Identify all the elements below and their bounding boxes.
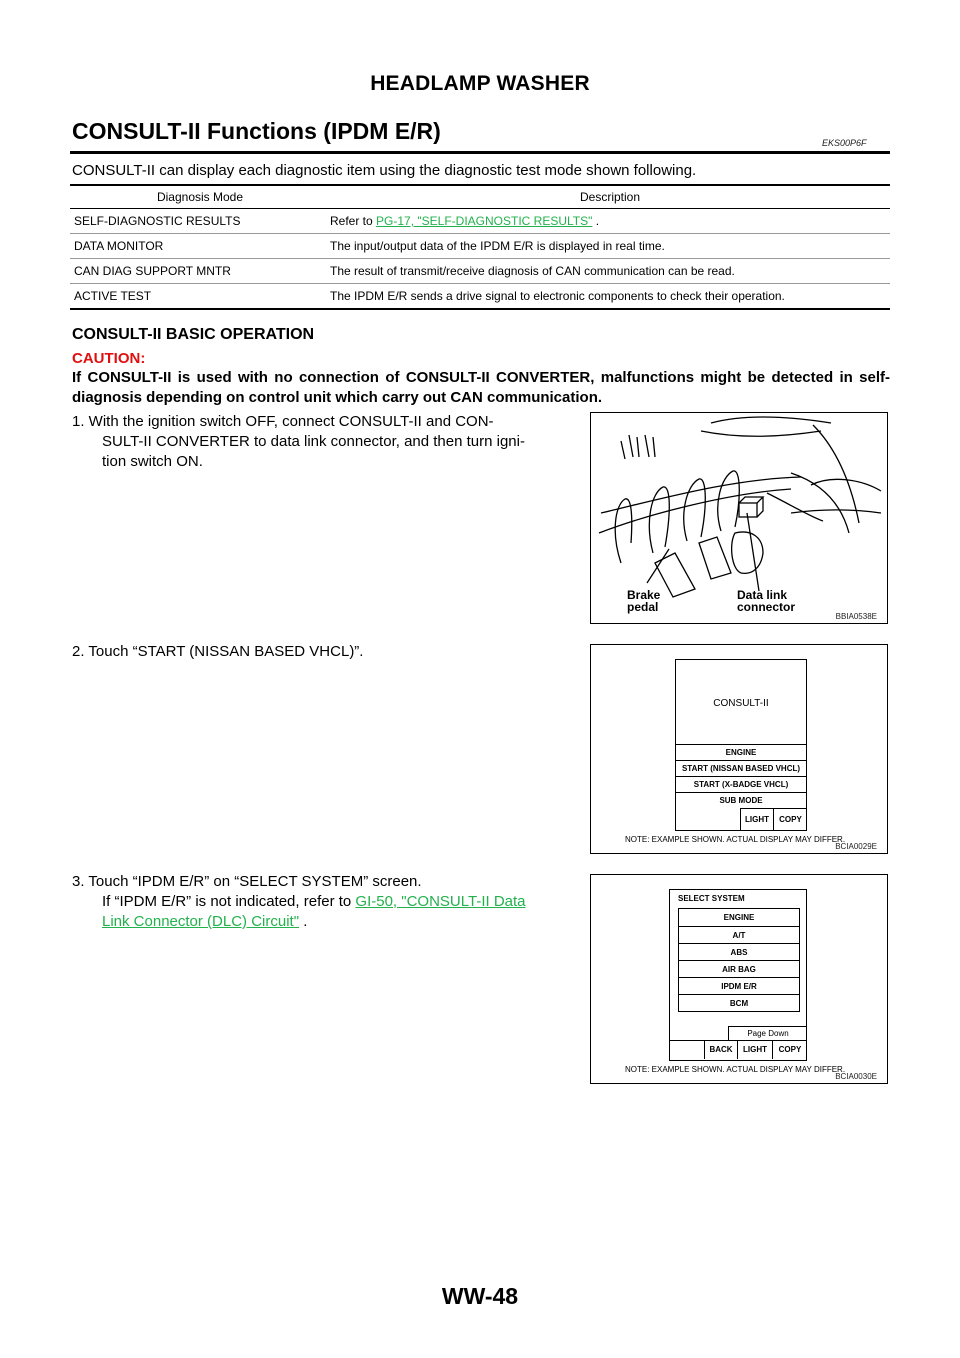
page-header: HEADLAMP WASHER bbox=[370, 72, 590, 95]
desc-prefix: Refer to bbox=[330, 214, 377, 228]
section-title: CONSULT-II Functions (IPDM E/R) bbox=[72, 118, 441, 144]
gi50-link-cont[interactable]: Link Connector (DLC) Circuit" bbox=[102, 913, 300, 930]
gi50-link[interactable]: GI-50, "CONSULT-II Data bbox=[355, 893, 526, 910]
section-rule bbox=[70, 151, 890, 154]
page-number: WW-48 bbox=[441, 1283, 519, 1309]
figure-select-system bbox=[590, 874, 888, 1084]
back-button[interactable]: BACK bbox=[704, 1040, 737, 1059]
system-item-ipdm[interactable]: IPDM E/R bbox=[679, 977, 799, 995]
mode-cell: SELF-DIAGNOSTIC RESULTS bbox=[74, 214, 241, 228]
step-1-line: tion switch ON. bbox=[102, 453, 203, 470]
consult-title: CONSULT-II bbox=[713, 698, 769, 709]
select-system-screen bbox=[669, 889, 807, 1061]
col-header-mode: Diagnosis Mode bbox=[156, 190, 244, 204]
figure-code: BCIA0030E bbox=[835, 1072, 877, 1081]
table-row bbox=[70, 209, 890, 234]
light-button[interactable]: LIGHT bbox=[740, 808, 773, 830]
step-1-line: SULT-II CONVERTER to data link connector, and then turn igni- bbox=[102, 433, 525, 450]
step-1-line: 1. With the ignition switch OFF, connect CONSULT-II and CON- bbox=[72, 413, 494, 430]
desc-cell bbox=[326, 209, 890, 234]
light-button[interactable]: LIGHT bbox=[737, 1040, 772, 1059]
dlc-label-line: Data link bbox=[737, 588, 788, 602]
col-header-desc: Description bbox=[579, 190, 641, 204]
step-1 bbox=[72, 412, 578, 472]
system-item-engine[interactable]: ENGINE bbox=[723, 913, 755, 922]
dlc-label bbox=[737, 589, 795, 613]
figure-dlc-location bbox=[590, 412, 888, 624]
figure-code: BBIA0538E bbox=[835, 612, 877, 621]
system-item-at[interactable]: A/T bbox=[679, 926, 799, 944]
system-item-bcm[interactable]: BCM bbox=[679, 994, 799, 1012]
table-header-row bbox=[70, 185, 890, 209]
step-3-prefix: If “IPDM E/R” is not indicated, refer to bbox=[102, 893, 356, 910]
page-down-button[interactable]: Page Down bbox=[728, 1026, 807, 1041]
step-3-suffix: . bbox=[299, 913, 308, 930]
step-3 bbox=[72, 872, 578, 932]
table-row bbox=[70, 284, 890, 310]
display-note: NOTE: EXAMPLE SHOWN. ACTUAL DISPLAY MAY DIFFER. bbox=[625, 835, 846, 844]
table-row bbox=[70, 259, 890, 284]
consult-screen bbox=[675, 659, 807, 831]
step-3-line: 3. Touch “IPDM E/R” on “SELECT SYSTEM” screen. bbox=[72, 873, 422, 890]
display-note: NOTE: EXAMPLE SHOWN. ACTUAL DISPLAY MAY DIFFER. bbox=[625, 1065, 846, 1074]
desc-cell: The result of transmit/receive diagnosis of CAN communication can be read. bbox=[330, 264, 735, 278]
dlc-label-line: connector bbox=[737, 600, 796, 614]
table-row bbox=[70, 234, 890, 259]
mode-cell: CAN DIAG SUPPORT MNTR bbox=[74, 264, 231, 278]
engine-button[interactable]: ENGINE bbox=[676, 744, 806, 761]
start-nissan-button[interactable]: START (NISSAN BASED VHCL) bbox=[676, 760, 806, 777]
pg17-link[interactable]: PG-17, "SELF-DIAGNOSTIC RESULTS" bbox=[376, 214, 593, 228]
step-2: 2. Touch “START (NISSAN BASED VHCL)”. bbox=[72, 643, 364, 660]
copy-button[interactable]: COPY bbox=[773, 808, 807, 830]
system-item-air-bag[interactable]: AIR BAG bbox=[679, 960, 799, 978]
diagnosis-table bbox=[70, 184, 890, 310]
section-code: EKS00P6F bbox=[822, 138, 867, 148]
copy-button[interactable]: COPY bbox=[772, 1040, 807, 1059]
intro-text: CONSULT-II can display each diagnostic item using the diagnostic test mode shown following. bbox=[72, 162, 697, 179]
desc-cell: The IPDM E/R sends a drive signal to electronic components to check their operation. bbox=[330, 289, 785, 303]
brake-label-line: Brake bbox=[627, 588, 661, 602]
step-3-line bbox=[72, 912, 578, 932]
step-3-line bbox=[72, 892, 578, 912]
figure-consult-start bbox=[590, 644, 888, 854]
desc-suffix: . bbox=[592, 214, 600, 228]
caution-text: If CONSULT-II is used with no connection of CONSULT-II CONVERTER, malfunctions might be detected in self-diagnosis depending on control unit which carry out CAN communication. bbox=[72, 369, 890, 406]
mode-cell: DATA MONITOR bbox=[74, 239, 164, 253]
caution-title: CAUTION: bbox=[72, 350, 146, 367]
sub-mode-button[interactable]: SUB MODE bbox=[676, 792, 806, 809]
start-xbadge-button[interactable]: START (X-BADGE VHCL) bbox=[676, 776, 806, 793]
figure-code: BCIA0029E bbox=[835, 842, 877, 851]
basic-operation-title: CONSULT-II BASIC OPERATION bbox=[72, 326, 315, 343]
brake-label-line: pedal bbox=[627, 600, 659, 614]
select-system-title: SELECT SYSTEM bbox=[678, 894, 745, 903]
mode-cell: ACTIVE TEST bbox=[74, 289, 152, 303]
system-list bbox=[678, 908, 800, 1012]
system-item-abs[interactable]: ABS bbox=[679, 943, 799, 961]
brake-pedal-label bbox=[627, 589, 660, 613]
desc-cell: The input/output data of the IPDM E/R is displayed in real time. bbox=[330, 239, 665, 253]
